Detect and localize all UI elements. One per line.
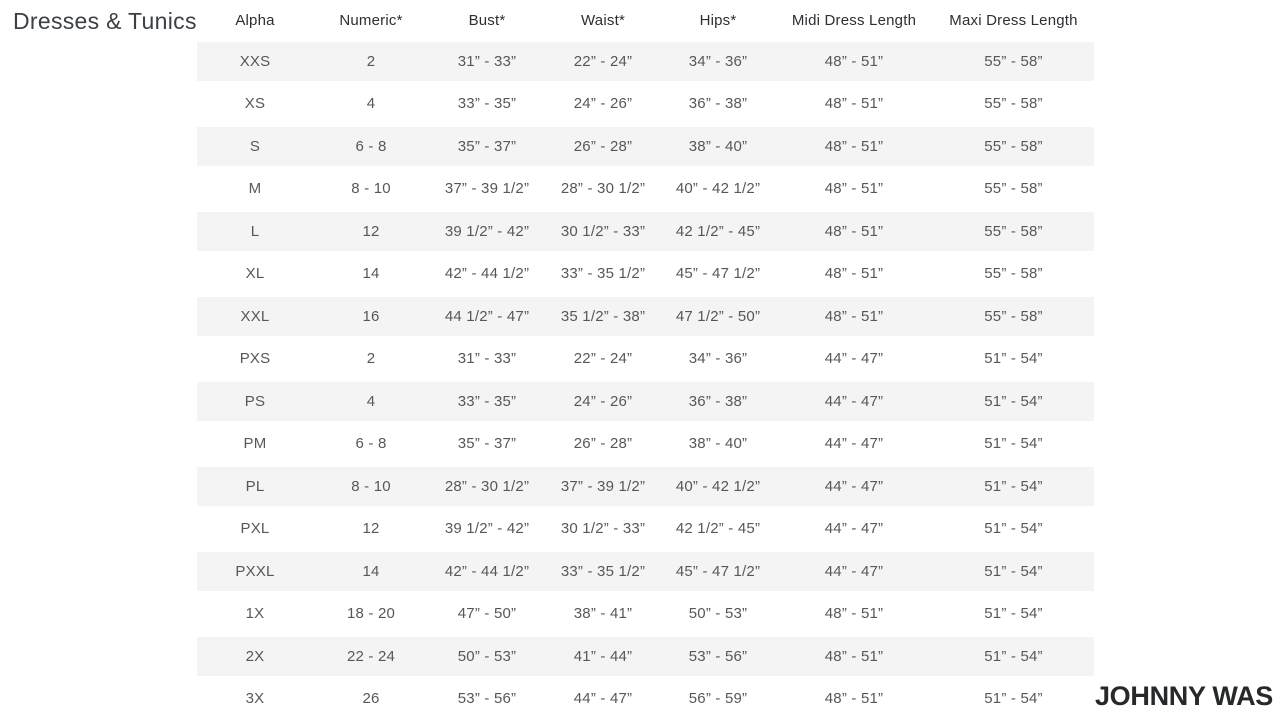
table-cell: 55” - 58” [933,168,1094,211]
table-cell: 35 1/2” - 38” [545,295,661,338]
table-cell: 39 1/2” - 42” [429,508,545,551]
table-cell: 51” - 54” [933,338,1094,381]
table-cell: 48” - 51” [775,168,933,211]
table-cell: 44” - 47” [775,550,933,593]
table-cell: 38” - 40” [661,125,775,168]
table-cell: 51” - 54” [933,423,1094,466]
table-row [197,125,1094,168]
table-cell: 8 - 10 [313,168,429,211]
table-cell: 34” - 36” [661,40,775,83]
column-header-midi-dress-length: Midi Dress Length [791,11,917,29]
table-cell: L [197,210,313,253]
table-cell: 44” - 47” [775,423,933,466]
table-cell: 45” - 47 1/2” [661,550,775,593]
table-row [197,168,1094,211]
table-cell: 44” - 47” [775,465,933,508]
table-cell: 38” - 40” [661,423,775,466]
table-cell: 12 [313,508,429,551]
table-cell: 18 - 20 [313,593,429,636]
table-row [197,40,1094,83]
size-chart-table [197,0,1094,720]
table-cell: 56” - 59” [661,678,775,720]
table-cell: 44 1/2” - 47” [429,295,545,338]
table-cell: 22” - 24” [545,338,661,381]
table-cell: 22 - 24 [313,635,429,678]
table-cell: 2 [313,338,429,381]
table-cell: 47 1/2” - 50” [661,295,775,338]
column-header-maxi-dress-length: Maxi Dress Length [949,11,1078,29]
table-cell: 33” - 35” [429,380,545,423]
table-cell: 14 [313,550,429,593]
table-cell: 26 [313,678,429,720]
table-cell: 44” - 47” [775,338,933,381]
table-row [197,295,1094,338]
table-cell: 51” - 54” [933,593,1094,636]
table-row [197,550,1094,593]
table-cell: 37” - 39 1/2” [429,168,545,211]
table-cell: 38” - 41” [545,593,661,636]
table-cell: 22” - 24” [545,40,661,83]
table-cell: 35” - 37” [429,423,545,466]
table-cell: 48” - 51” [775,40,933,83]
table-cell: 44” - 47” [775,380,933,423]
table-cell: 47” - 50” [429,593,545,636]
table-cell: 35” - 37” [429,125,545,168]
table-cell: 51” - 54” [933,678,1094,720]
table-cell: 24” - 26” [545,380,661,423]
column-header-hips: Hips* [699,11,737,29]
table-cell: PXL [197,508,313,551]
table-cell: 42” - 44 1/2” [429,550,545,593]
table-cell: 16 [313,295,429,338]
table-cell: PL [197,465,313,508]
table-cell: 36” - 38” [661,83,775,126]
table-row [197,83,1094,126]
table-cell: 40” - 42 1/2” [661,168,775,211]
table-cell: 12 [313,210,429,253]
table-cell: 44” - 47” [545,678,661,720]
table-cell: 2 [313,40,429,83]
table-cell: 51” - 54” [933,508,1094,551]
table-cell: 1X [197,593,313,636]
table-cell: 42” - 44 1/2” [429,253,545,296]
table-cell: 48” - 51” [775,125,933,168]
table-cell: 26” - 28” [545,423,661,466]
table-cell: XL [197,253,313,296]
table-cell: 55” - 58” [933,83,1094,126]
table-row [197,508,1094,551]
table-cell: 30 1/2” - 33” [545,508,661,551]
table-row [197,380,1094,423]
table-cell: 55” - 58” [933,40,1094,83]
table-cell: 48” - 51” [775,295,933,338]
table-cell: 55” - 58” [933,210,1094,253]
table-cell: 51” - 54” [933,635,1094,678]
table-cell: 55” - 58” [933,253,1094,296]
table-row [197,210,1094,253]
table-cell: 33” - 35 1/2” [545,253,661,296]
size-table-body [197,40,1094,720]
table-cell: 30 1/2” - 33” [545,210,661,253]
table-header [197,0,1094,40]
table-cell: 31” - 33” [429,40,545,83]
table-cell: 51” - 54” [933,550,1094,593]
table-header-row [197,0,1094,40]
table-cell: 8 - 10 [313,465,429,508]
table-cell: 42 1/2” - 45” [661,508,775,551]
table-cell: 40” - 42 1/2” [661,465,775,508]
table-cell: 51” - 54” [933,380,1094,423]
table-cell: 37” - 39 1/2” [545,465,661,508]
column-header-numeric: Numeric* [339,11,403,29]
table-cell: 42 1/2” - 45” [661,210,775,253]
table-row [197,253,1094,296]
table-cell: 36” - 38” [661,380,775,423]
table-row [197,635,1094,678]
table-cell: 48” - 51” [775,83,933,126]
table-cell: XXS [197,40,313,83]
table-cell: 4 [313,380,429,423]
table-cell: 33” - 35” [429,83,545,126]
table-cell: S [197,125,313,168]
table-cell: PM [197,423,313,466]
table-row [197,465,1094,508]
table-row [197,593,1094,636]
table-cell: 3X [197,678,313,720]
table-cell: 26” - 28” [545,125,661,168]
table-cell: 14 [313,253,429,296]
table-cell: 28” - 30 1/2” [545,168,661,211]
table-row [197,338,1094,381]
table-cell: PS [197,380,313,423]
table-cell: 44” - 47” [775,508,933,551]
table-cell: 51” - 54” [933,465,1094,508]
table-cell: PXXL [197,550,313,593]
table-cell: 53” - 56” [661,635,775,678]
table-cell: M [197,168,313,211]
column-header-alpha: Alpha [235,11,275,29]
table-cell: 50” - 53” [429,635,545,678]
table-cell: 50” - 53” [661,593,775,636]
table-cell: 6 - 8 [313,125,429,168]
table-cell: 24” - 26” [545,83,661,126]
table-cell: 48” - 51” [775,210,933,253]
table-row [197,678,1094,720]
table-cell: 48” - 51” [775,635,933,678]
table-cell: PXS [197,338,313,381]
table-cell: 28” - 30 1/2” [429,465,545,508]
table-cell: 53” - 56” [429,678,545,720]
table-cell: 2X [197,635,313,678]
table-cell: 55” - 58” [933,125,1094,168]
table-cell: 4 [313,83,429,126]
table-cell: 31” - 33” [429,338,545,381]
table-cell: 55” - 58” [933,295,1094,338]
table-cell: 33” - 35 1/2” [545,550,661,593]
page-title: Dresses & Tunics [13,8,197,34]
table-cell: 48” - 51” [775,678,933,720]
table-cell: 34” - 36” [661,338,775,381]
table-cell: XS [197,83,313,126]
table-row [197,423,1094,466]
table-cell: 45” - 47 1/2” [661,253,775,296]
table-cell: 41” - 44” [545,635,661,678]
column-header-bust: Bust* [468,11,506,29]
table-cell: 48” - 51” [775,253,933,296]
table-cell: 48” - 51” [775,593,933,636]
column-header-waist: Waist* [581,11,625,29]
table-cell: XXL [197,295,313,338]
table-cell: 39 1/2” - 42” [429,210,545,253]
table-cell: 6 - 8 [313,423,429,466]
johnny-was-logo: JOHNNY WAS [1094,681,1273,711]
